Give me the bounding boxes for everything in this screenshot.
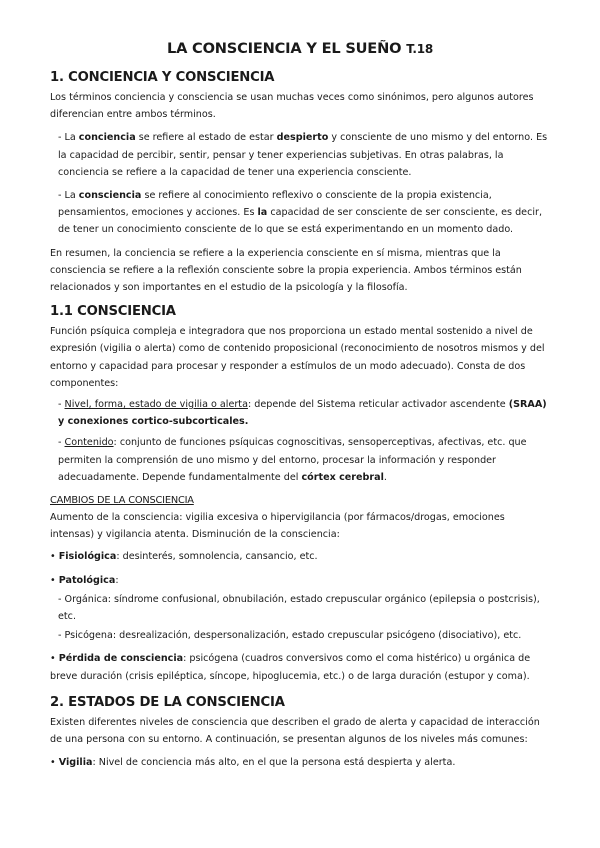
paragraph-estados-intro: Existen diferentes niveles de consciencia que describen el grado de alerta y capacidad de interacción de una persona con su entorno. A continuación, se presentan algunos de los niveles más comunes:: [50, 716, 540, 746]
paragraph-summary: En resumen, la conciencia se refiere a la experiencia consciente en sí misma, mientras que la consciencia se refiere a la reflexión consciente sobre la propia experiencia. Ambos términos están relacionados y son importantes en el estudio de la psicología y la filosofía.: [50, 247, 522, 294]
bullet-icon: •: [50, 574, 59, 586]
term-consciencia: consciencia: [78, 190, 142, 202]
sub-bullet-psicogena: - Psicógena: desrealización, despersonalización, estado crepuscular psicógeno (disociativo), etc.: [58, 630, 522, 642]
bullet-contenido: - Contenido: conjunto de funciones psíquicas cognoscitivas, sensoperceptivas, afectivas, etc. que permiten la comprensión de uno mismo y del entorno, procesar la información y responder adecuadamente. Depende fundamentalmente del córtex cerebral.: [58, 437, 527, 483]
bullet-patologica: • Patológica:: [50, 574, 119, 586]
bullet-fisiologica: • Fisiológica: desinterés, somnolencia, cansancio, etc.: [50, 551, 318, 563]
bullet-nivel: - Nivel, forma, estado de vigilia o alerta: depende del Sistema reticular activador ascendente (SRAA) y conexiones cortico-subcorticales.: [58, 399, 547, 428]
term-conciencia: conciencia: [78, 132, 136, 144]
title-text: LA CONSCIENCIA Y EL SUEÑO: [166, 40, 402, 57]
term-sraa: (SRAA) y conexiones cortico-subcorticales.: [58, 399, 547, 428]
underlined-nivel: Nivel, forma, estado de vigilia o alerta: [64, 399, 248, 411]
sub-bullet-organica: - Orgánica: síndrome confusional, obnubilación, estado crepuscular orgánico (epilepsia o postcrisis), etc.: [58, 593, 540, 623]
subheading-cambios: CAMBIOS DE LA CONSCIENCIA: [50, 495, 194, 507]
section-heading-conciencia-consciencia: 1. CONCIENCIA Y CONSCIENCIA: [50, 70, 275, 85]
bullet-perdida: • Pérdida de consciencia: psicógena (cuadros conversivos como el coma histérico) u orgánica de breve duración (crisis epiléptica, síncope, hipoglucemia, etc.) o de larga duración (estupor y coma).: [50, 653, 531, 682]
paragraph-intro: Los términos conciencia y consciencia se usan muchas veces como sinónimos, pero algunos autores diferencian entre ambos términos.: [50, 92, 534, 121]
bullet-consciencia: - La consciencia se refiere al conocimiento reflexivo o consciente de la propia existencia, pensamientos, emociones y acciones. Es la capacidad de ser consciente de ser consciente, es decir, de tener un conocimiento consciente de lo que se está experimentando en un momento dado.: [58, 190, 543, 236]
paragraph-function: Función psíquica compleja e integradora que nos proporciona un estado mental sostenido a nivel de expresión (vigilia o alerta) como de contenido proposicional (reconocimiento de nosotros mismos y del entorno y capacidad para procesar y responder a estímulos de un modo adecuado). Consta de dos componentes:: [50, 326, 545, 389]
term-la: la: [257, 207, 268, 219]
document-title: [50, 0, 550, 57]
title-suffix: T.18: [406, 42, 434, 56]
bullet-conciencia: - La conciencia se refiere al estado de estar despierto y consciente de uno mismo y del entorno. Es la capacidad de percibir, sentir, pensar y tener experiencias subjetivas. En otras palabras, la conciencia se refiere a la capacidad de tener una experiencia consciente.: [58, 132, 548, 178]
paragraph-aumento: Aumento de la consciencia: vigilia excesiva o hipervigilancia (por fármacos/drogas, emociones intensas) y vigilancia atenta. Disminución de la consciencia:: [50, 512, 505, 541]
underlined-contenido: Contenido: [64, 437, 114, 449]
bullet-icon: •: [50, 653, 59, 665]
bullet-icon: •: [50, 757, 59, 769]
bullet-icon: •: [50, 551, 59, 563]
bullet-vigilia: • Vigilia: Nivel de conciencia más alto, en el que la persona está despierta y alerta.: [50, 757, 456, 769]
section-heading-estados: 2. ESTADOS DE LA CONSCIENCIA: [50, 694, 285, 710]
term-cortex: córtex cerebral: [301, 471, 384, 483]
section-heading-consciencia: 1.1 CONSCIENCIA: [50, 304, 176, 320]
term-despierto: despierto: [276, 132, 329, 144]
